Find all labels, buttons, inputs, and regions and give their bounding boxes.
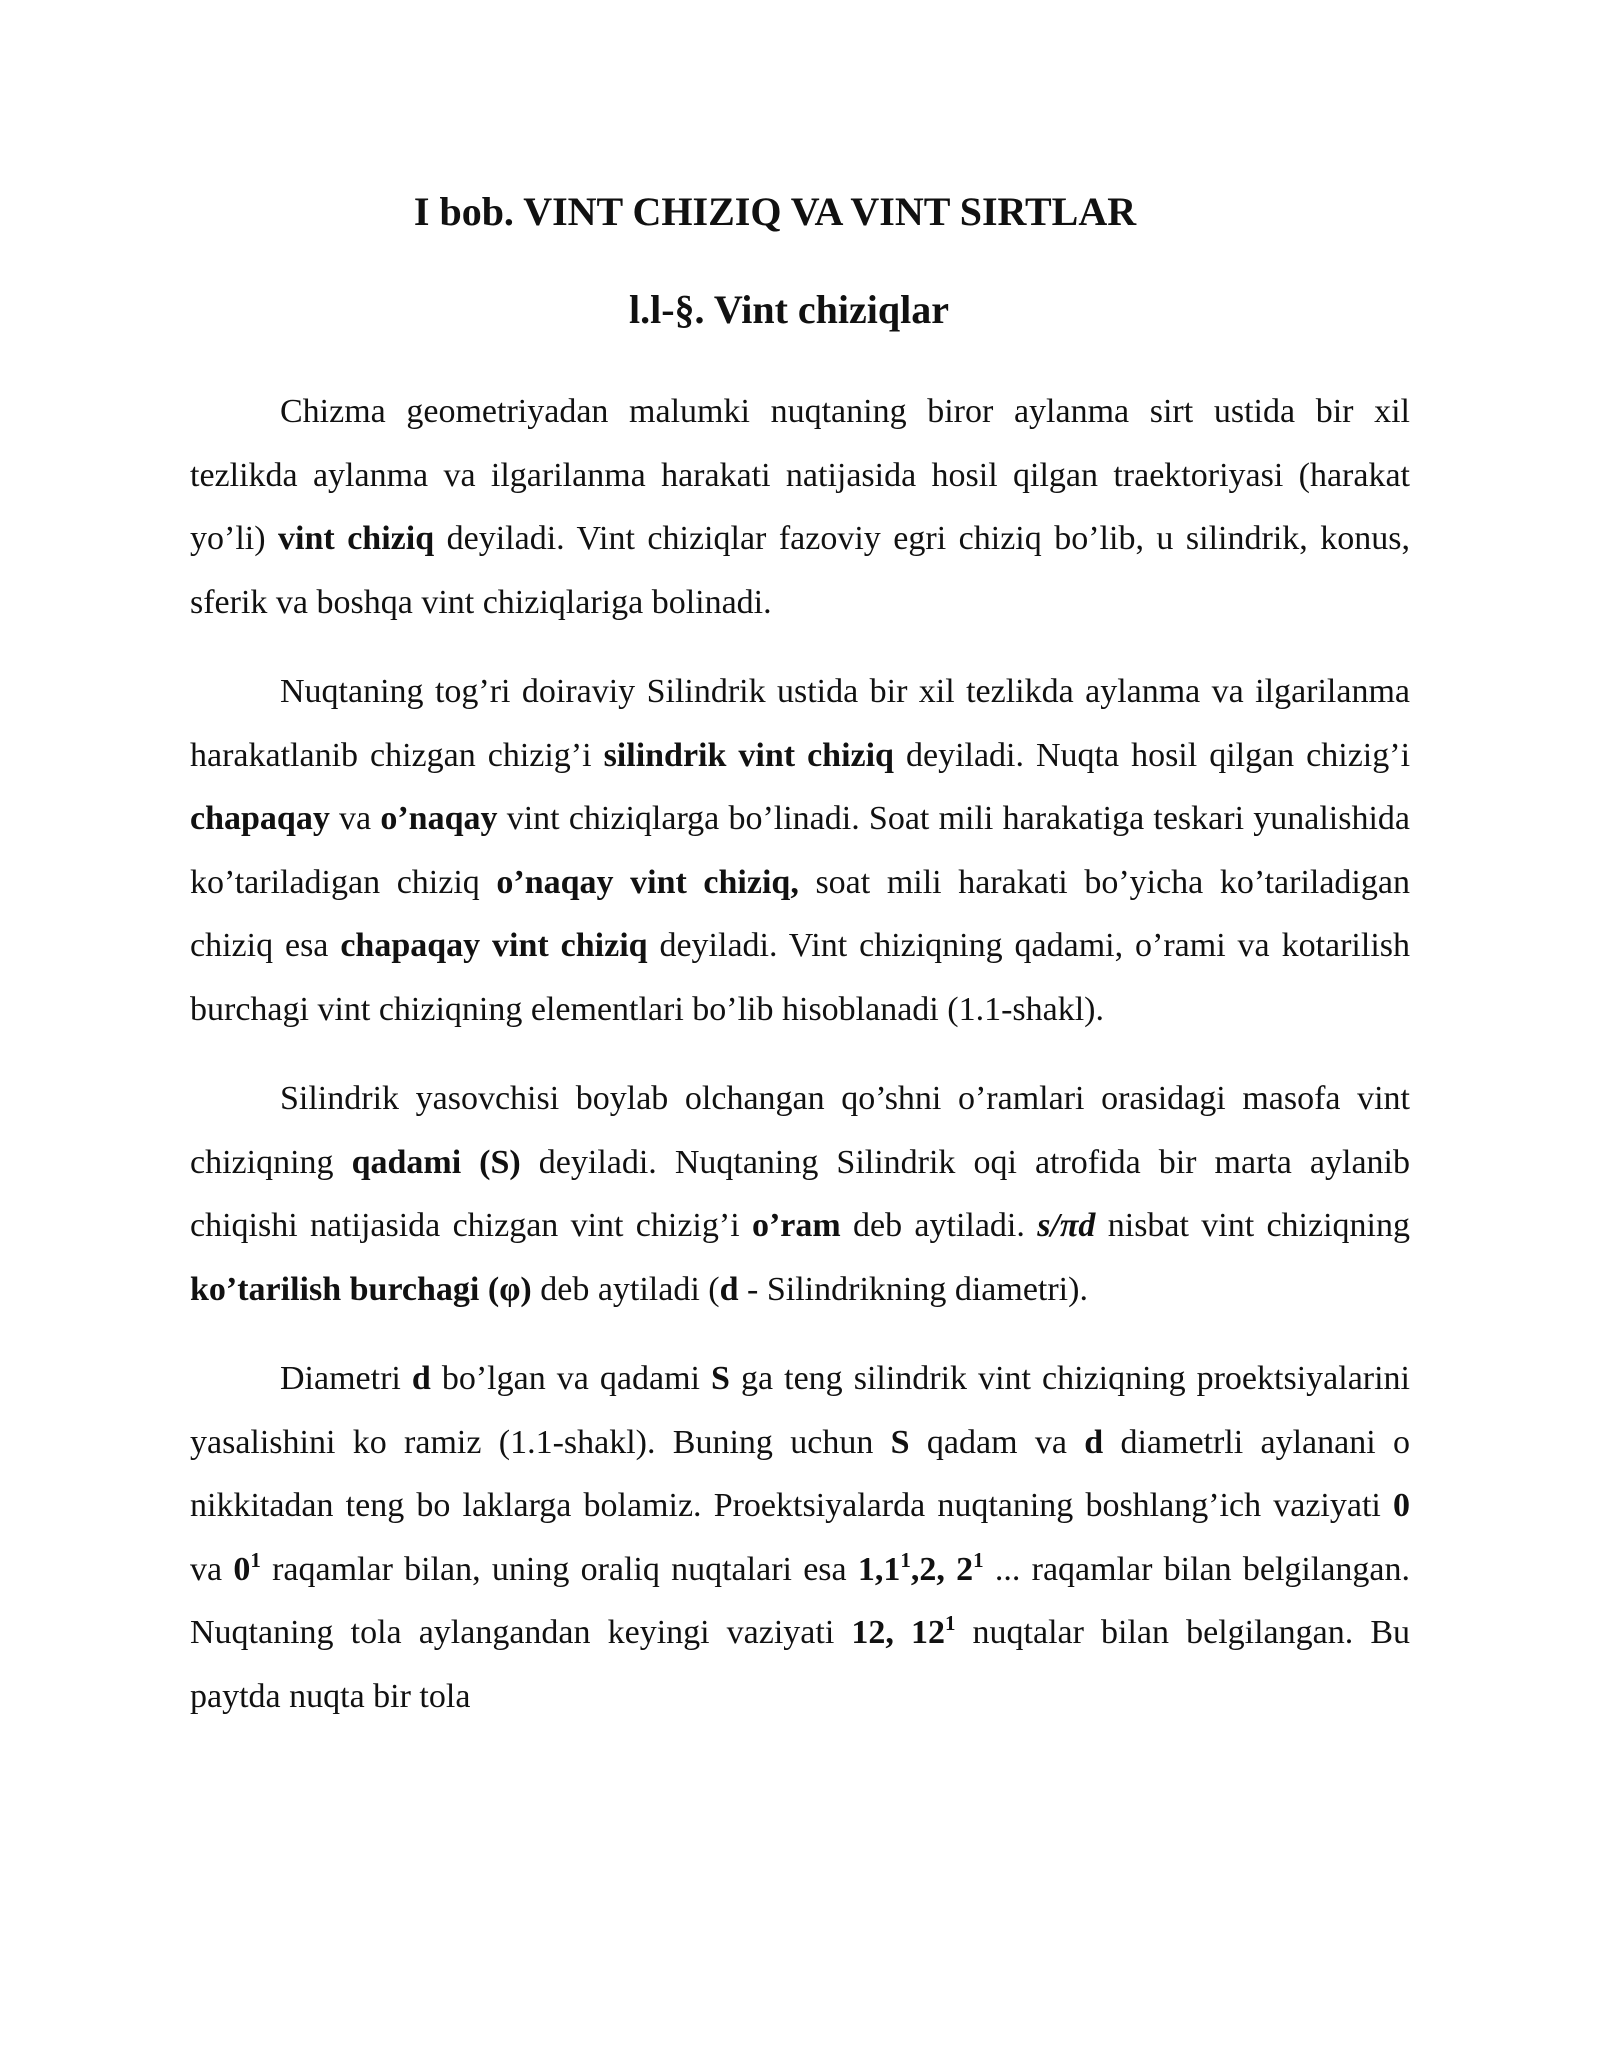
text-run: diametrli aylanani o nikkitadan teng bo laklarga bolamiz. Proektsiyalarda nuqtaning boshlang’ich vaziyati [190, 1423, 1410, 1524]
bold-term: o’naqay [380, 800, 498, 837]
paragraph-1 [190, 380, 1410, 634]
superscript: 1 [944, 1611, 956, 1635]
bold-term: d [411, 1360, 431, 1397]
text-run: nuqtalar bilan belgilangan. Bu paytda nuqta bir tola [190, 1614, 1410, 1715]
bold-term: silindrik vint chiziq [603, 736, 894, 774]
text-run: Silindrik yasovchisi boylab olchangan qo’shni o’ramlari orasidagi masofa vint chiziqning [190, 1080, 1410, 1181]
text-run: soat mili harakati bo’yicha ko’tariladigan chiziq esa [190, 863, 1410, 964]
superscript: 1 [250, 1547, 261, 1572]
text-run: ... raqamlar bilan belgilangan. Nuqtaning tola aylangandan keyingi vaziyati [190, 1550, 1411, 1651]
text-run: nisbat vint chiziqning [1095, 1207, 1410, 1244]
text-run: deb aytiladi. [840, 1207, 1038, 1244]
paragraph-2 [190, 660, 1410, 1041]
text-run: - Silindrikning diametri). [738, 1270, 1088, 1308]
text-run: deyiladi. Vint chiziqlar fazoviy egri chiziq bo’lib, u silindrik, konus, sferik va boshqa vint chiziqlariga bolinadi. [190, 520, 1410, 621]
document-body [190, 380, 1410, 1754]
text-run: raqamlar bilan, uning oraliq nuqtalari esa [260, 1550, 858, 1588]
text-run: vint chiziqlarga bo’linadi. Soat mili harakatiga teskari yunalishida ko’tariladigan chiziq [190, 800, 1410, 901]
text-run: qadam va [909, 1423, 1085, 1461]
bold-term: o’ram [751, 1207, 841, 1244]
bold-term: 0 [1393, 1487, 1410, 1524]
superscript: 1 [900, 1547, 911, 1572]
bold-term: qadami (S) [351, 1143, 521, 1181]
bold-term: o’naqay vint chiziq, [496, 863, 799, 901]
bold-term: S [890, 1423, 910, 1461]
text-run: deb aytiladi ( [531, 1270, 720, 1308]
bold-term: 0 [233, 1550, 251, 1588]
bold-term: chapaqay [190, 800, 330, 837]
text-run: va [329, 800, 381, 837]
text-run: bo’lgan va qadami [430, 1360, 712, 1397]
bold-term: S [711, 1360, 730, 1397]
bold-term: 1,1 [857, 1550, 901, 1588]
text-run: deyiladi. Nuqta hosil qilgan chizig’i [893, 736, 1411, 774]
text-run: Chizma geometriyadan malumki nuqtaning biror aylanma sirt ustida bir xil tezlikda aylanma va ilgarilanma harakati natijasida hosil qilgan traektoriyasi (harakat yo’li) [190, 393, 1410, 557]
text-run: ga teng silindrik vint chiziqning proektsiyalarini yasalishini ko ramiz (1.1-shakl). Buning uchun [190, 1360, 1410, 1461]
bold-term: ,2, 2 [910, 1550, 974, 1588]
bold-term: 12, 12 [851, 1614, 945, 1651]
paragraph-4 [190, 1347, 1410, 1728]
bold-term: d [1084, 1423, 1104, 1461]
text-run: Diametri [280, 1360, 412, 1397]
text-run: Nuqtaning tog’ri doiraviy Silindrik ustida bir xil tezlikda aylanma va ilgarilanma harakatlanib chizgan chizig’i [190, 673, 1410, 774]
formula: s/πd [1037, 1207, 1096, 1244]
bold-term: vint chiziq [278, 520, 435, 557]
bold-term: ko’tarilish burchagi (φ) [190, 1270, 532, 1308]
text-run: deyiladi. Vint chiziqning qadami, o’rami va kotarilish burchagi vint chiziqning elementlari bo’lib hisoblanadi (1.1-shakl). [190, 927, 1410, 1028]
paragraph-3 [190, 1067, 1410, 1321]
section-title: l.l-§. Vint chiziqlar [629, 287, 949, 332]
bold-term: chapaqay vint chiziq [340, 927, 648, 964]
superscript: 1 [973, 1547, 984, 1572]
text-run: va [190, 1550, 234, 1588]
bold-term: d [719, 1270, 739, 1308]
chapter-title: I bob. VINT CHIZIQ VA VINT SIRTLAR [413, 189, 1137, 234]
text-run: deyiladi. Nuqtaning Silindrik oqi atrofida bir marta aylanib chiqishi natijasida chizgan vint chizig’i [190, 1143, 1411, 1244]
